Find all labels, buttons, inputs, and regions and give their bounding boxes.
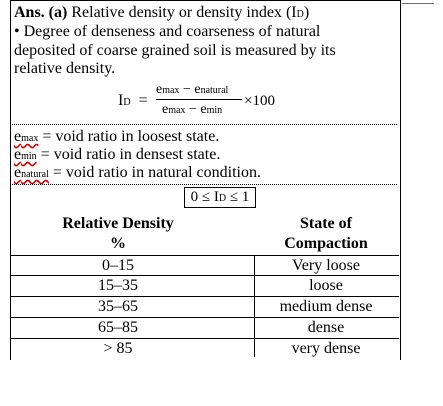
- table-rule: [10, 296, 399, 297]
- header-percent: %: [110, 235, 126, 252]
- table-cell-density: 35–65: [98, 298, 138, 315]
- table-cell-density: 15–35: [98, 277, 138, 294]
- definition-emin: emin = void ratio in densest state.: [14, 146, 221, 163]
- formula-multiplier: ×100: [244, 93, 275, 109]
- table-cell-state: medium dense: [279, 298, 373, 315]
- definition-enatural: enatural = void ratio in natural condition.: [14, 164, 261, 181]
- dotted-separator-2: [12, 184, 397, 185]
- top-border: [10, 0, 401, 1]
- table-rule: [10, 317, 399, 318]
- table-cell-state: Very loose: [292, 257, 360, 274]
- table-cell-state: loose: [309, 277, 343, 294]
- table-cell-state: dense: [307, 319, 345, 336]
- table-cell-density: 65–85: [98, 319, 138, 336]
- inequality-box: 0 ≤ ID ≤ 1: [184, 187, 256, 208]
- formula-lhs: ID =: [118, 92, 148, 109]
- header-compaction: Compaction: [284, 235, 368, 252]
- answer-heading: Ans. (a) Relative density or density index (ID): [14, 4, 310, 21]
- table-cell-density: > 85: [103, 340, 133, 357]
- bullet-line-3: relative density.: [14, 60, 116, 77]
- table-cell-state: very dense: [291, 340, 361, 357]
- bullet-line-1: • Degree of denseness and coarseness of natural: [14, 23, 321, 40]
- fraction-bar: [156, 99, 242, 100]
- table-cell-density: 0–15: [102, 257, 134, 274]
- table-rule: [10, 338, 399, 339]
- column-divider: [254, 255, 255, 357]
- header-state-of: State of: [300, 215, 352, 232]
- bullet-line-2: deposited of coarse grained soil is measured by its: [14, 42, 336, 59]
- table-rule: [10, 275, 399, 276]
- formula-numerator: emax − enatural: [156, 82, 229, 97]
- table-rule: [10, 255, 399, 256]
- definition-emax: emax = void ratio in loosest state.: [14, 128, 220, 145]
- dotted-separator: [12, 124, 397, 125]
- header-relative-density: Relative Density: [62, 215, 174, 232]
- blue-rule: [402, 3, 434, 4]
- formula-denominator: emax − emin: [162, 102, 223, 117]
